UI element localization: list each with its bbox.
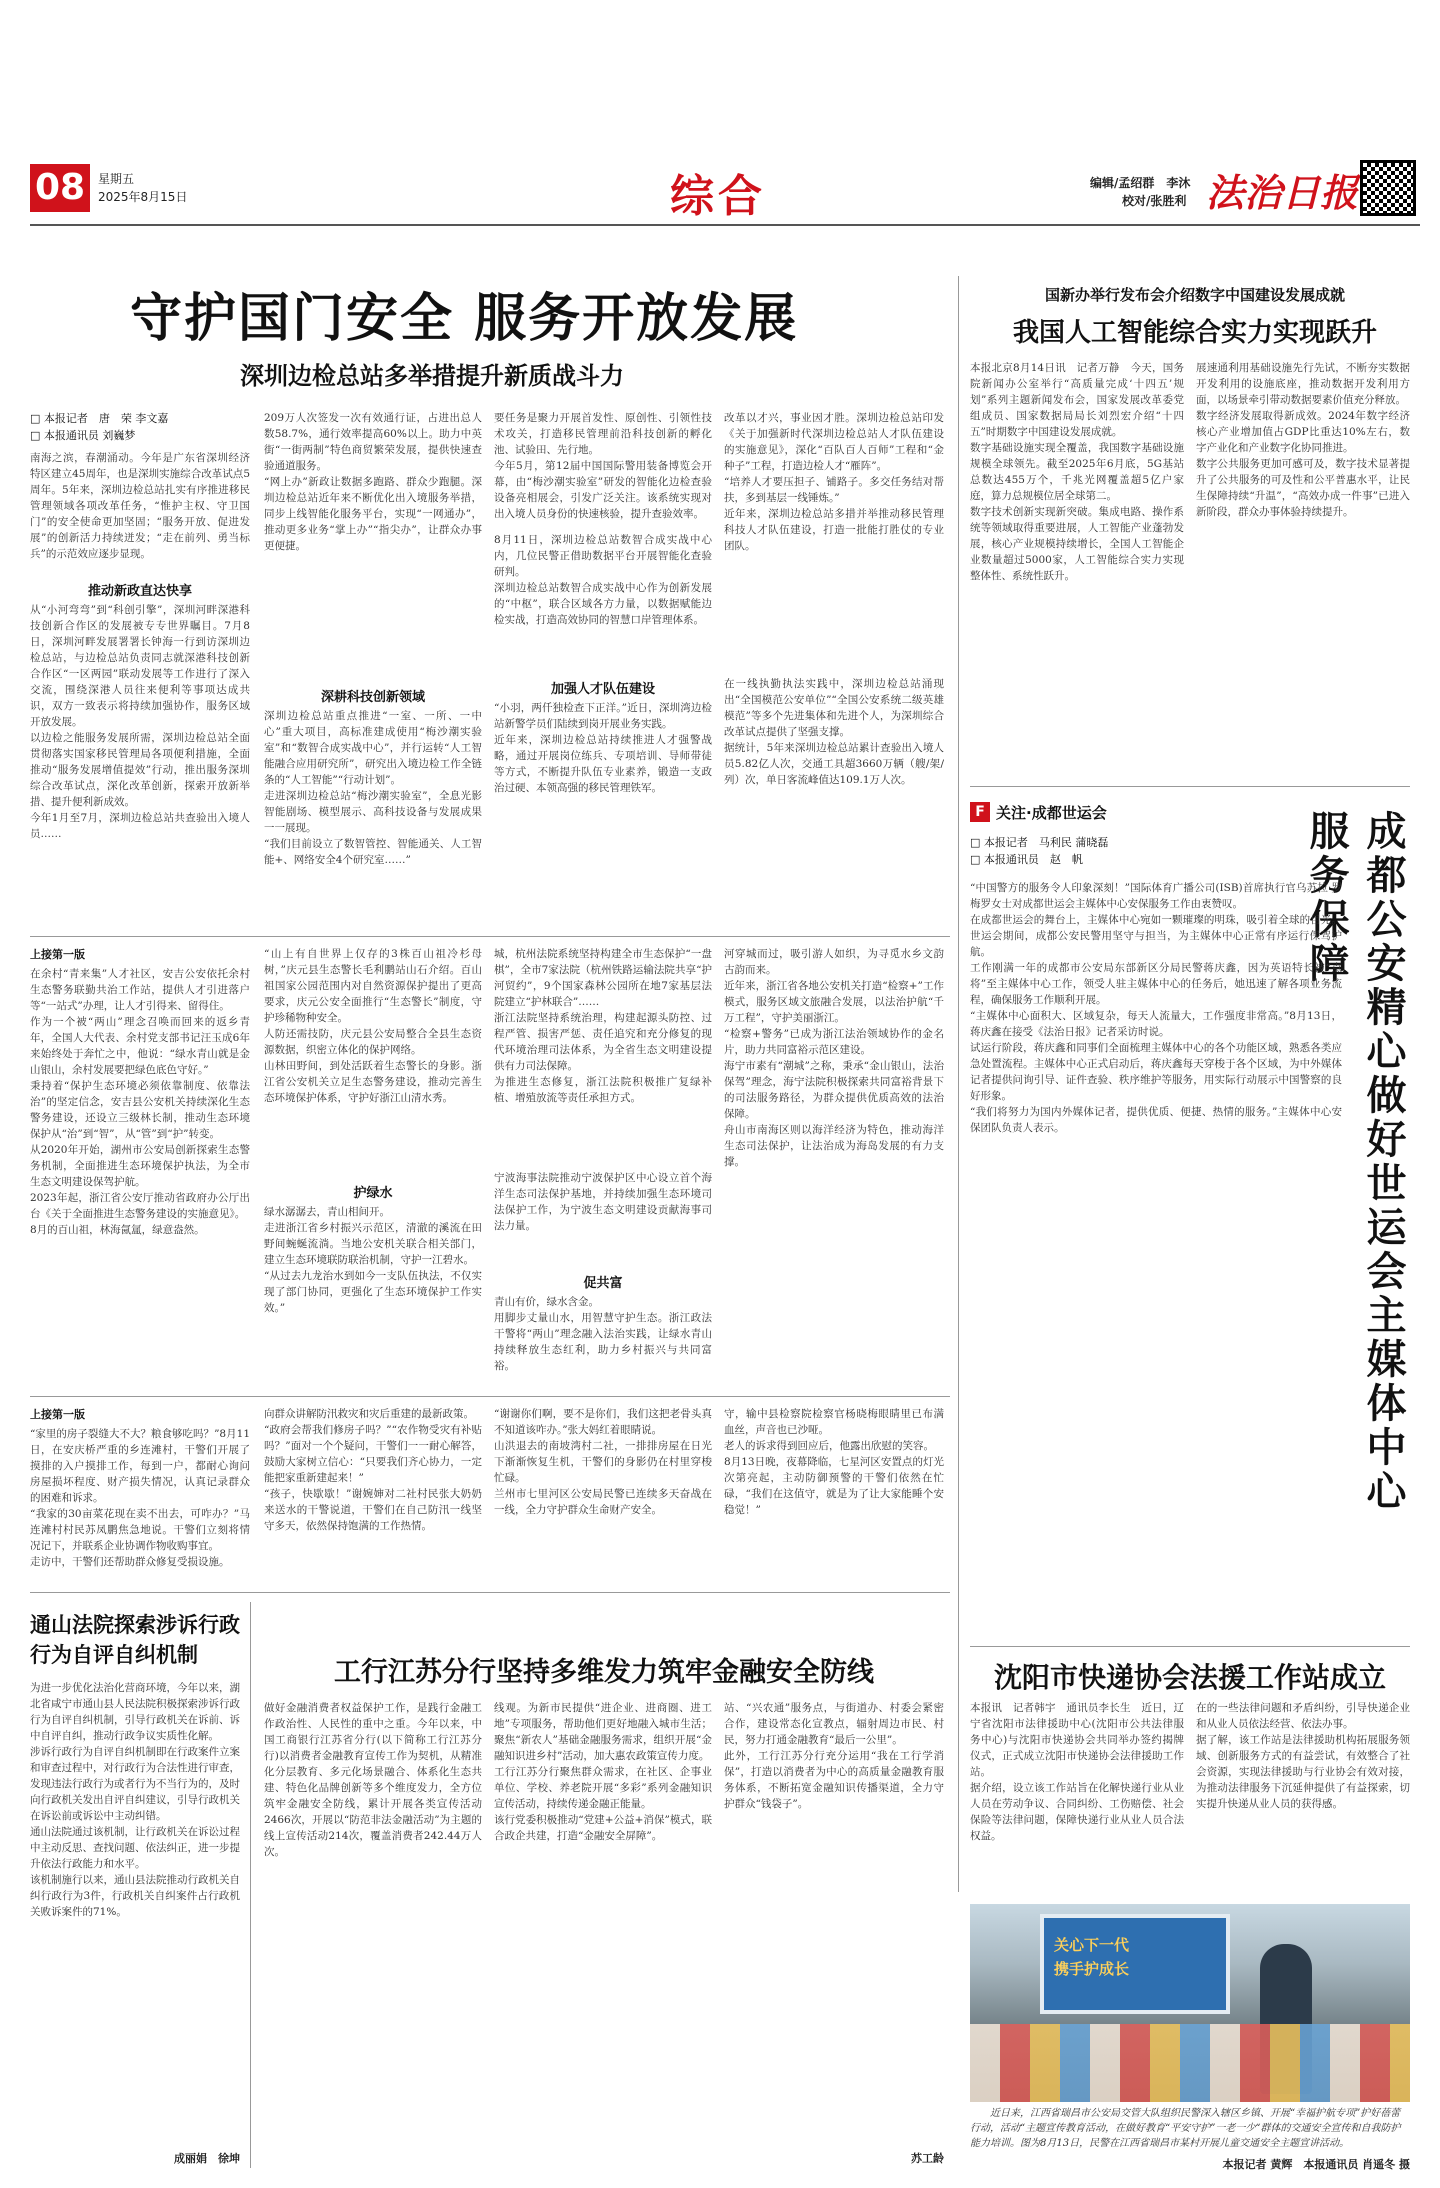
lead-subhead-1: 推动新政直达快享 bbox=[87, 584, 192, 599]
cont1-column-3: 城，杭州法院系统坚持构建全市生态保护“一盘棋”，全市7家法院（杭州铁路运输法院共享“护河贸约”，9个国家森林公园所在地7家基层法院建立“护林联合”…… 浙江法院坚持系统治理，构建起源头防控、过程严管、损害严惩、责任追究和充分修复的现代环境治理司法体系，为全省生态文明建设提供有力司法保障。 为推进生态修复，浙江法院积极推广复绿补植、增殖放流等责任承担方式。 bbox=[494, 948, 712, 1104]
cont1-column-2: “山上有自世界上仅存的3株百山祖冷杉母树，”庆元县生态警长毛利鹏站山石介绍。百山祖国家公园范围内对自然资源保护提出了更高要求，庆元公安全面推行“生态警长”制度，守护珍稀物种安全。 人防还需技防，庆元县公安局整合全县生态资源数据，织密立体化的保护网络。 山林田野间，到处活跃着生态警长的身影。浙江省公安机关立足生态警务建设，推动完善生态环境保护体系，守护好浙江山清水秀。 bbox=[264, 948, 482, 1104]
weekday: 星期五 bbox=[98, 172, 135, 186]
bank-title: 工行江苏分行坚持多维发力筑牢金融安全防线 bbox=[334, 1657, 874, 1688]
lead-column-3a: 要任务是聚力开展首发性、原创性、引领性技术攻关，打造移民管理前沿科技创新的孵化池、试验田、先行地。 今年5月，第12届中国国际警用装备博览会开幕，由“梅沙潮实验室”研发的智能化边检查验设备亮相展会，引发广泛关注。该系统实现对出入境人员身份的快速核验，提升查验效率。 bbox=[494, 412, 712, 520]
lead-bottom-rule bbox=[30, 936, 950, 937]
issue-date: 2025年8月15日 bbox=[98, 190, 188, 204]
chengdu-bottom-rule bbox=[970, 1646, 1410, 1647]
cont2-column-3: “谢谢你们啊，要不是你们，我们这把老骨头真不知道该咋办。”张大妈红着眼睛说。 山洪退去的南坡湾村二社，一排排房屋在日光下渐渐恢复生机，干警们的身影仍在村里穿梭忙碌。 兰州市七里河区公安局民警已连续多天奋战在一线，全力守护群众生命财产安全。 bbox=[494, 1408, 712, 1516]
lead-subhead-3: 加强人才队伍建设 bbox=[550, 682, 655, 697]
lead-column-3b: 8月11日，深圳边检总站数智合成实战中心内，几位民警正借助数据平台开展智能化查验研判。 深圳边检总站数智合成实战中心作为创新发展的“中枢”，联合区域各方力量，以数据赋能边检实战，打造高效协同的智慧口岸管理体系。 bbox=[494, 534, 712, 626]
cont1-subhead-1: 护绿水 bbox=[353, 1186, 393, 1201]
jump-label-1: 上接第一版 bbox=[30, 948, 85, 961]
cont2-column-1: “家里的房子裂缝大不大？粮食够吃吗？”8月11日，在安庆桥严重的乡连滩村，干警们开展了摸排的入户摸排工作，每到一户，都耐心询问房屋损坏程度、财产损失情况，认真记录群众的困难和诉求。 “我家的30亩菜花现在卖不出去，可咋办？”马连滩村村民苏凤鹏焦急地说。干警们立刻将情况记下，并联系企业协调作物收购事宜。 走访中，干警们还帮助群众修复受损设施。 bbox=[30, 1428, 250, 1568]
lead-column-3c: “小羽，两仟独检查下正洋。”近日，深圳湾边检站新警学员们陆续到岗开展业务实践。 近年来，深圳边检总站持续推进人才强警战略，通过开展岗位练兵、专项培训、导师带徒等方式，不断提升队伍专业素养，锻造一支政治过硬、本领高强的移民管理铁军。 bbox=[494, 702, 712, 794]
cont1-column-3c: 青山有价，绿水含金。 用脚步丈量山水，用智慧守护生态。浙江政法干警将“两山”理念融入法治实践，让绿水青山持续释放生态红利，助力乡村振兴与共同富裕。 bbox=[494, 1296, 712, 1372]
photo-children-row bbox=[970, 2024, 1410, 2102]
cont1-column-2b: 绿水潺潺去，青山相间开。 走进浙江省乡村振兴示范区，清澈的溪流在田野间蜿蜒流淌。当地公安机关联合相关部门，建立生态环境联防联治机制，守护一江碧水。 “从过去九龙治水到如今一支队伍执法，不仅实现了部门协同，更强化了生态环境保护工作实效。” bbox=[264, 1206, 482, 1314]
tongshan-vertical-divider bbox=[250, 1602, 251, 2168]
qr-code-icon bbox=[1360, 160, 1416, 216]
board-text-1: 关心下一代 bbox=[1054, 1936, 1130, 1954]
ai-column-1: 本报北京8月14日讯 记者万静 今天，国务院新闻办公室举行“高质量完成‘十四五’规划”系列主题新闻发布会，国家发展改革委党组成员、国家数据局局长刘烈宏介绍“十四五”时期数字中国建设发展成就。 数字基础设施实现全覆盖，我国数字基础设施规模全球领先。截至2025年6月底，5G基站总数达455万个，千兆光网覆盖超5亿户家庭，算力总规模位居全球第二。 数字技术创新实现新突破。集成电路、操作系统等领域取得重要进展，人工智能产业蓬勃发展，核心产业规模持续增长，全国人工智能企业数量超过5000家，人工智能综合实力实现整体性、系统性跃升。 bbox=[970, 362, 1184, 582]
board-text-2: 携手护成长 bbox=[1054, 1960, 1130, 1978]
cont1-bottom-rule bbox=[30, 1396, 950, 1397]
shenyang-title: 沈阳市快递协会法援工作站成立 bbox=[993, 1661, 1386, 1694]
header-rule bbox=[30, 224, 1420, 226]
lead-title: 守护国门安全 服务开放发展 bbox=[130, 289, 799, 349]
editor-line: 编辑/孟绍群 李沐 bbox=[1090, 176, 1191, 190]
page-header bbox=[30, 160, 1420, 222]
chengdu-byline-correspondent: □ 本报通讯员 赵 帆 bbox=[970, 853, 1083, 866]
tongshan-title: 通山法院探索涉诉行政行为自评自纠机制 bbox=[30, 1613, 240, 1667]
bank-column-2: 线观。为新市民提供“进企业、进商圈、进工地”专项服务，帮助他们更好地融入城市生活；聚焦“新农人”基础金融服务需求，组织开展“金融知识进乡村”活动，加大惠农政策宣传力度。 工行江苏分行聚焦群众需求，在社区、企事业单位、学校、养老院开展“多彩”系列金融知识宣传活动，持续传递金融正能量。 该行党委积极推动“党建+公益+消保”模式，联合政企共建，打造“金融安全屏障”。 bbox=[494, 1702, 712, 1842]
page-number-badge: 08 bbox=[30, 164, 90, 212]
bank-column-3: 站、“兴农通”服务点，与街道办、村委会紧密合作，建设常态化宣教点，辐射周边市民、村民，努力打通金融教育“最后一公里”。 此外，工行江苏分行充分运用“我在工行学消保”，打造以消费者为中心的高质量金融教育服务体系，不断拓宽金融知识传播渠道，全力守护群众“钱袋子”。 bbox=[724, 1702, 944, 1810]
chengdu-vertical-title: 成都公安精心做好世运会主媒体中心服务保障 bbox=[1303, 810, 1406, 1514]
lead-column-4b: 在一线执勤执法实践中，深圳边检总站涌现出“全国模范公安单位”“全国公安系统二级英雄模范”等多个先进集体和先进个人，为深圳综合改革试点提供了坚强支撑。 据统计，5年来深圳边检总站累计查验出入境人员5.82亿人次，交通工具超3660万辆（艘/架/列）次，单日客流峰值达109.1万人次。 bbox=[724, 678, 944, 786]
tongshan-byline: 成丽娟 徐坤 bbox=[174, 2152, 240, 2165]
photo-wall-board bbox=[1040, 1914, 1230, 2014]
focus-marker-icon: F bbox=[970, 802, 990, 822]
jump-label-2: 上接第一版 bbox=[30, 1408, 85, 1421]
bank-byline: 苏工龄 bbox=[911, 2152, 944, 2165]
photo-credit: 本报记者 黄辉 本报通讯员 肖遥冬 摄 bbox=[1222, 2158, 1410, 2171]
chengdu-banner bbox=[970, 800, 1210, 824]
news-photo bbox=[970, 1904, 1410, 2102]
shenyang-column-1: 本报讯 记者韩宇 通讯员李长生 近日，辽宁省沈阳市法律援助中心(沈阳市公共法律服务中心)与沈阳市快递协会共同举办签约揭牌仪式，正式成立沈阳市快递协会法律援助工作站。 据介绍，设立该工作站旨在化解快递行业从业人员在劳动争议、合同纠纷、工伤赔偿、社会保险等法律问题，保障快递行业从业人员合法权益。 bbox=[970, 1702, 1184, 1842]
lead-column-4a: 改革以才兴，事业因才胜。深圳边检总站印发《关于加强新时代深圳边检总站人才队伍建设的实施意见》，深化“百队百人百师”工程和“金种子”工程，打造边检人才“雁阵”。 “培养人才要压担子、铺路子。多交任务结对帮扶，多到基层一线锤炼。” 近年来，深圳边检总站多措并举推动移民管理科技人才队伍建设，打造一批能打胜仗的专业团队。 bbox=[724, 412, 944, 552]
cont2-column-4: 守，输中县检察院检察官杨晓梅眼睛里已布满血丝，声音也已沙哑。 老人的诉求得到回应后，他露出欣慰的笑容。 8月13日晚，夜幕降临，七星河区安置点的灯光次第亮起，主动防御预警的干警们依然在忙碌，“我们在这值守，就是为了让大家能睡个安稳觉！” bbox=[724, 1408, 944, 1516]
ai-kicker: 国新办举行发布会介绍数字中国建设发展成就 bbox=[1044, 286, 1345, 304]
lead-byline-correspondent: □ 本报通讯员 刘巍梦 bbox=[30, 429, 136, 442]
lead-column-2b: 深圳边检总站重点推进“一室、一所、一中心”重大项目，高标准建成使用“梅沙潮实验室”和“数智合成实战中心”，并行运转“人工智能融合应用研究所”，研究出入境边检工作全链条的“人工智能”“行动计划”。 走进深圳边检总站“梅沙潮实验室”，全息光影智能剧场、模型展示、高科技设备与发展成果一一展现。 “我们目前设立了数智管控、智能通关、人工智能+、网络安全4个研究室……” bbox=[264, 710, 482, 866]
cont2-bottom-rule bbox=[30, 1592, 950, 1593]
main-vertical-divider bbox=[958, 276, 959, 1892]
chengdu-banner-label: 关注·成都世运会 bbox=[996, 804, 1107, 822]
cont1-column-4: 河穿城而过，吸引游人如织，为寻觅水乡文韵古韵而来。 近年来，浙江省各地公安机关打造“检察+”工作模式，服务区域文旅融合发展，以法治护航“千万工程”，守护美丽浙江。 “检察+警务”已成为浙江法治领域协作的金名片，助力共同富裕示范区建设。 海宁市素有“潮城”之称，秉承“金山银山，法治保驾”理念，海宁法院积极探索共同富裕背景下的司法服务路径，为群众提供优质高效的法治保障。 舟山市南海区则以海洋经济为特色，推动海洋生态司法保护，让法治成为海岛发展的有力支撑。 bbox=[724, 948, 944, 1168]
bank-column-1: 做好金融消费者权益保护工作，是践行金融工作政治性、人民性的重中之重。今年以来，中国工商银行江苏省分行(以下简称工行江苏分行)以消费者金融教育宣传工作为契机，从精准化分层教育、多元化场景融合、体系化生态共建、特色化品牌创新等多个维度发力，全方位筑牢金融安全防线，累计开展各类宣传活动2466次，开展以“防范非法金融活动”为主题的线上宣传活动214次，覆盖消费者242.44万人次。 bbox=[264, 1702, 482, 1858]
proofreader-line: 校对/张胜利 bbox=[1122, 194, 1187, 208]
cont1-subhead-2: 促共富 bbox=[583, 1276, 623, 1291]
lead-column-1a: 南海之滨，春潮涌动。今年是广东省深圳经济特区建立45周年，也是深圳实施综合改革试点5周年。5年来，深圳边检总站扎实有序推进移民管理领域各项改革任务，“惟护主权、守卫国门”的安全使命更加坚固；“服务开放、促进发展”的创新活力持续迸发；“走在前列、勇当标兵”的示范效应逐步显现。 bbox=[30, 452, 250, 560]
shenyang-column-2: 在的一些法律问题和矛盾纠纷，引导快递企业和从业人员依法经营、依法办事。 据了解，该工作站是法律援助机构拓展服务领域、创新服务方式的有益尝试，有效整合了社会资源，实现法律援助与行业协会有效对接，为推动法律服务下沉延伸提供了有益探索，切实提升快递从业人员的获得感。 bbox=[1196, 1702, 1410, 1810]
lead-subtitle: 深圳边检总站多举措提升新质战斗力 bbox=[240, 362, 624, 390]
masthead-logo: 法治日报 bbox=[1206, 170, 1359, 215]
chengdu-body: “中国警方的服务令人印象深刻！”国际体育广播公司(ISB)首席执行官乌苏拉·罗梅罗女士对成都世运会主媒体中心安保服务工作由衷赞叹。 在成都世运会的舞台上，主媒体中心宛如一颗璀璨的明珠，吸引着全球的目光。世运会期间，成都公安民警用坚守与担当，为主媒体中心正常有序运行保驾护航。 工作刚满一年的成都市公安局东部新区分局民警蒋庆鑫，因为英语特长被“点将”至主媒体中心工作，领受人驻主媒体中心的任务后，她迅速了解各项业务流程，确保服务工作顺利开展。 “主媒体中心面积大、区域复杂，每天人流量大，工作强度非常高。”8月13日，蒋庆鑫在接受《法治日报》记者采访时说。 试运行阶段，蒋庆鑫和同事们全面梳理主媒体中心的各个功能区域，熟悉各类应急处置流程。主媒体中心正式启动后，蒋庆鑫每天穿梭于各个区域，为中外媒体记者提供问询引导、证件查验、秩序维护等服务，用实际行动展示中国警察的良好形象。 “我们将努力为国内外媒体记者，提供优质、便捷、热情的服务。”主媒体中心安保团队负责人表示。 bbox=[970, 882, 1342, 1134]
chengdu-byline-reporter: □ 本报记者 马利民 蒲晓磊 bbox=[970, 836, 1109, 849]
ai-title: 我国人工智能综合实力实现跃升 bbox=[1012, 318, 1377, 348]
section-title: 综合 bbox=[670, 171, 766, 222]
cont2-column-2: 向群众讲解防汛救灾和灾后重建的最新政策。 “政府会帮我们修房子吗？”“农作物受灾有补贴吗？”面对一个个疑问，干警们一一耐心解答，鼓励大家树立信心：“只要我们齐心协力，一定能把家重新建起来！” “孩子，快歇歇！”谢婉婶对二社村民张大奶奶来送水的干警说道，干警们在自己防汛一线坚守多天，依然保持饱满的工作热情。 bbox=[264, 1408, 482, 1532]
lead-subhead-2: 深耕科技创新领域 bbox=[320, 690, 425, 705]
ai-column-2: 展速通利用基础设施先行先试，不断夯实数据开发利用的设施底座，推动数据开发利用方面，以场景牵引带动数据要素价值充分释放。 数字经济发展取得新成效。2024年数字经济核心产业增加值占GDP比重达10%左右，数字产业化和产业数字化协同推进。 数字公共服务更加可感可及，数字技术显著提升了公共服务的可及性和公平普惠水平，让民生保障持续“升温”，“高效办成一件事”已进入新阶段，群众办事体验持续提升。 bbox=[1196, 362, 1410, 518]
lead-column-2a: 209万人次签发一次有效通行证，占进出总人数58.7%，通行效率提高60%以上。助力中英街“一街两制”特色商贸繁荣发展，提供快速查验通道服务。 “网上办”新政让数据多跑路、群众少跑腿。深圳边检总站近年来不断优化出入境服务举措，同步上线智能化服务平台，实现“一网通办”，推动更多业务“掌上办”“指尖办”，让群众办事更便捷。 bbox=[264, 412, 482, 552]
lead-column-1b: 从“小河弯弯”到“科创引擎”，深圳河畔深港科技创新合作区的发展被专专世界瞩目。7月8日，深圳河畔发展署署长钟海一行到访深圳边检总站，与边检总站负责同志就深港科技创新合作区“一区两园”联动发展等工作进行了深入交流，围绕深港人员往来便利等事项达成共识，双方一致表示将持续加强协作，服务区域开放发展。 以边检之能服务发展所需，深圳边检总站全面贯彻落实国家移民管理局各项便利措施，全面推动“服务发展增值提效”行动，推出服务深圳综合改革试点，深化改革创新，探索开放新举措、提升便利新成效。 今年1月至7月，深圳边检总站共查验出入境人员…… bbox=[30, 604, 250, 840]
tongshan-body: 为进一步优化法治化营商环境，今年以来，湖北省咸宁市通山县人民法院积极探索涉诉行政行为自评自纠机制，引导行政机关在诉前、诉中自评自纠，推动行政争议实质性化解。 涉诉行政行为自评自纠机制即在行政案件立案和审查过程中，对行政行为合法性进行审查，发现违法行政行为或者行为不当行为的，及时向行政机关发出自评自纠建议，引导行政机关在诉讼前或诉讼中主动纠错。 通山法院通过该机制，让行政机关在诉讼过程中主动反思、查找问题、依法纠正，进一步提升依法行政能力和水平。 该机制施行以来，通山县法院推动行政机关自纠行政行为3件，行政机关自纠案件占行政机关败诉案件的71%。 bbox=[30, 1682, 240, 1918]
cont1-column-1: 在余村“青来集”人才社区，安吉公安依托余村生态警务联勤共治工作站，提供人才引进落户等“一站式”办理，让人才引得来、留得住。 作为一个被“两山”理念召唤而回来的返乡青年，全国人大代表、余村党支部书记汪玉成6年来始终处于奔忙之中，他说：“绿水青山就是金山银山，余村发展要把绿色底色守好。” 秉持着“保护生态环境必须依靠制度、依靠法治”的坚定信念，安吉县公安机关持续深化生态警务建设，还设立三级林长制，推动生态环境保护从“治”到“智”，从“管”到“护”转变。 从2020年开始，湖州市公安局创新探索生态警务机制，全面推进生态环境保护执法，为全市生态文明建设保驾护航。 2023年起，浙江省公安厅推动省政府办公厅出台《关于全面推进生态警务建设的实施意见》。 8月的百山祖，林海氤氲，绿意盎然。 bbox=[30, 968, 250, 1236]
lead-byline-reporter: □ 本报记者 唐 荣 李文嘉 bbox=[30, 412, 169, 425]
cont1-column-3b: 宁波海事法院推动宁波保护区中心设立首个海洋生态司法保护基地，并持续加强生态环境司法保护工作，为宁波生态文明建设贡献海事司法力量。 bbox=[494, 1172, 712, 1232]
photo-caption: 近日来，江西省瑞昌市公安局交管大队组织民警深入辖区乡镇、开展“幸福护航专项”护好蓓蕾行动，活动“主题宣传教育活动，在做好教育“平安守护”一老一少“群体的交通安全宣传和自我防护能力培训。图为8月13日，民警在江西省瑞昌市某村开展儿童交通安全主题宣讲活动。 bbox=[970, 2108, 1401, 2149]
ai-bottom-rule bbox=[970, 786, 1410, 787]
